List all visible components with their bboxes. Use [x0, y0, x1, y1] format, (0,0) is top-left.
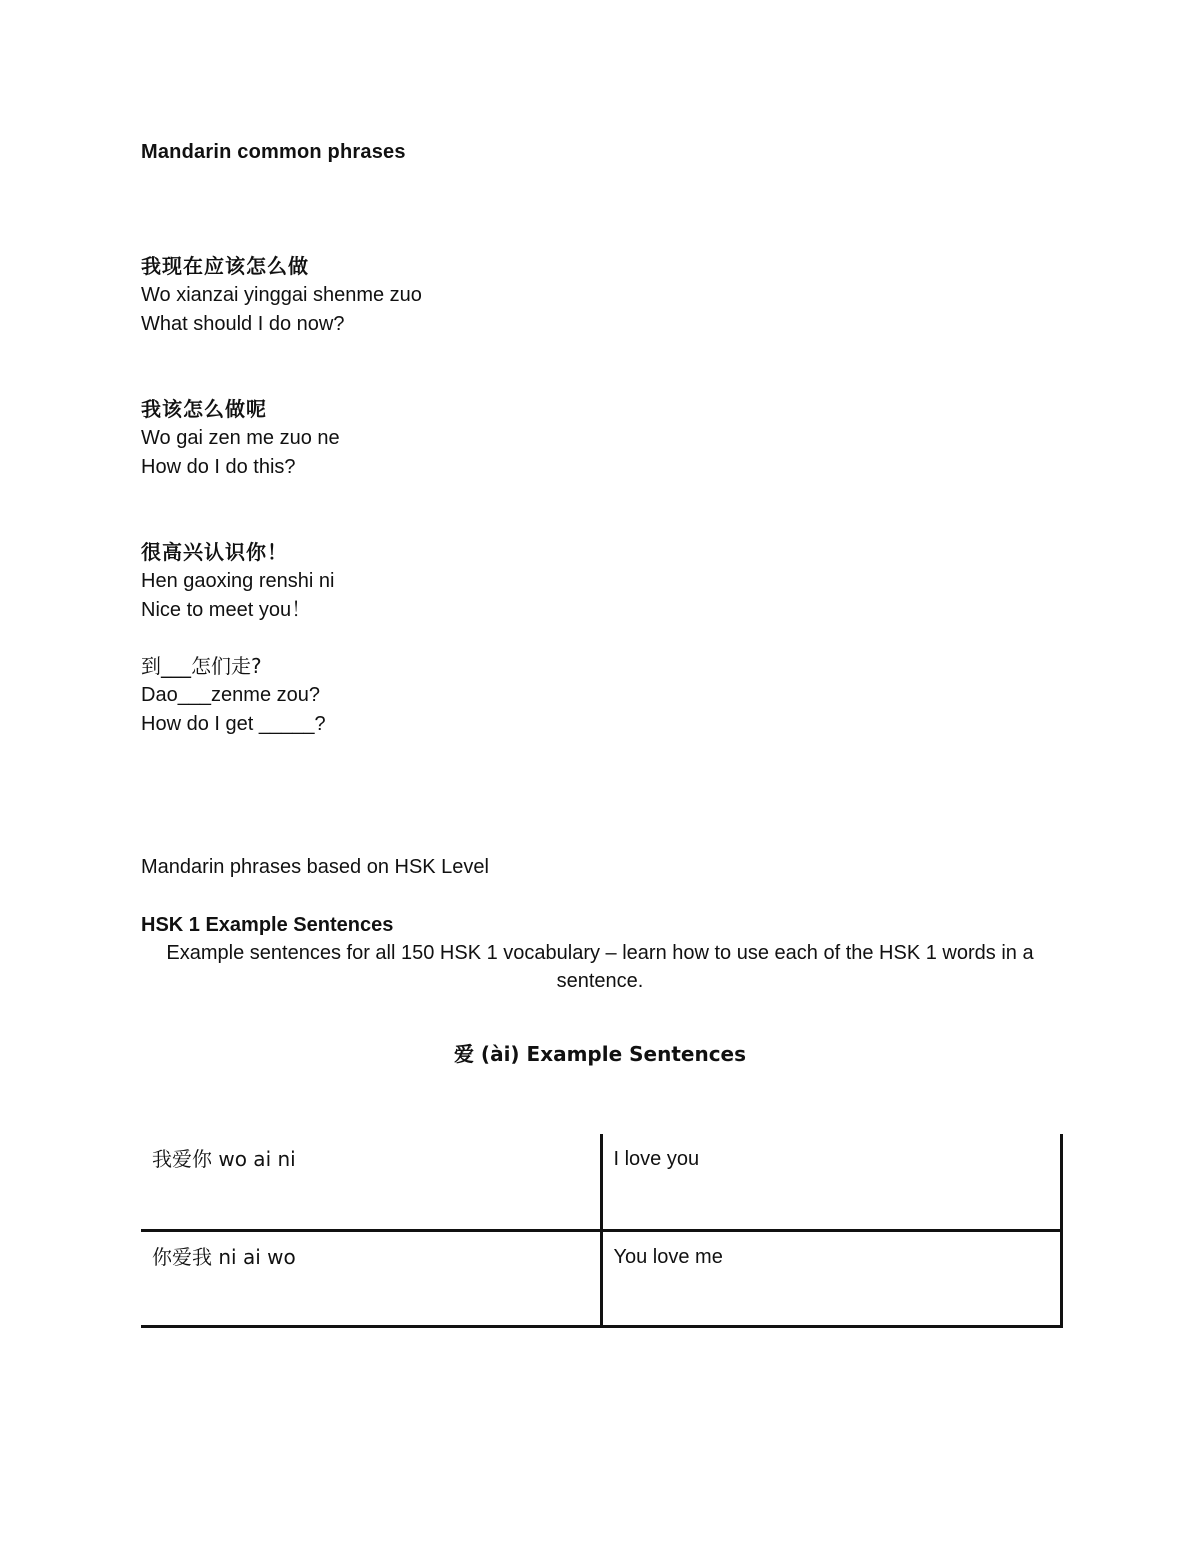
phrase-hanzi: 我该怎么做呢: [141, 397, 267, 421]
word-example-heading: 爱 (ài) Example Sentences: [453, 1042, 747, 1066]
phrase-block: [141, 538, 334, 625]
table-cell-chinese: 你爱我 ni ai wo: [141, 1230, 601, 1326]
table-cell-english: You love me: [601, 1230, 1061, 1326]
phrase-hanzi: 我现在应该怎么做: [141, 254, 309, 278]
phrase-pinyin: Wo gai zen me zuo ne: [141, 427, 340, 449]
phrase-pinyin: Hen gaoxing renshi ni: [141, 570, 335, 592]
hsk-description: Example sentences for all 150 HSK 1 vocabulary – learn how to use each of the HSK 1 words in a sentence.: [166, 942, 1034, 992]
phrase-hanzi: 很高兴认识你！: [141, 540, 288, 564]
hsk-section-heading: HSK 1 Example Sentences: [141, 914, 394, 936]
phrase-block: [141, 252, 422, 339]
phrase-english: Nice to meet you！: [141, 599, 312, 621]
table-cell-chinese: 我爱你 wo ai ni: [141, 1134, 601, 1230]
phrase-block: [141, 395, 340, 482]
phrase-english: How do I do this?: [141, 456, 296, 478]
phrase-block: [141, 652, 326, 739]
table-row: [141, 1230, 1061, 1326]
table-row: [141, 1134, 1061, 1230]
table-cell-english: I love you: [601, 1134, 1061, 1230]
phrase-english: How do I get _____?: [141, 713, 326, 735]
phrase-english: What should I do now?: [141, 313, 345, 335]
phrase-pinyin: Dao___zenme zou?: [141, 684, 321, 706]
phrase-pinyin: Wo xianzai yinggai shenme zuo: [141, 284, 422, 306]
document-title: Mandarin common phrases: [141, 141, 406, 163]
phrase-hanzi: 到___怎们走?: [141, 654, 262, 678]
example-sentence-table: [141, 1134, 1063, 1328]
hsk-intro-text: Mandarin phrases based on HSK Level: [141, 856, 489, 878]
